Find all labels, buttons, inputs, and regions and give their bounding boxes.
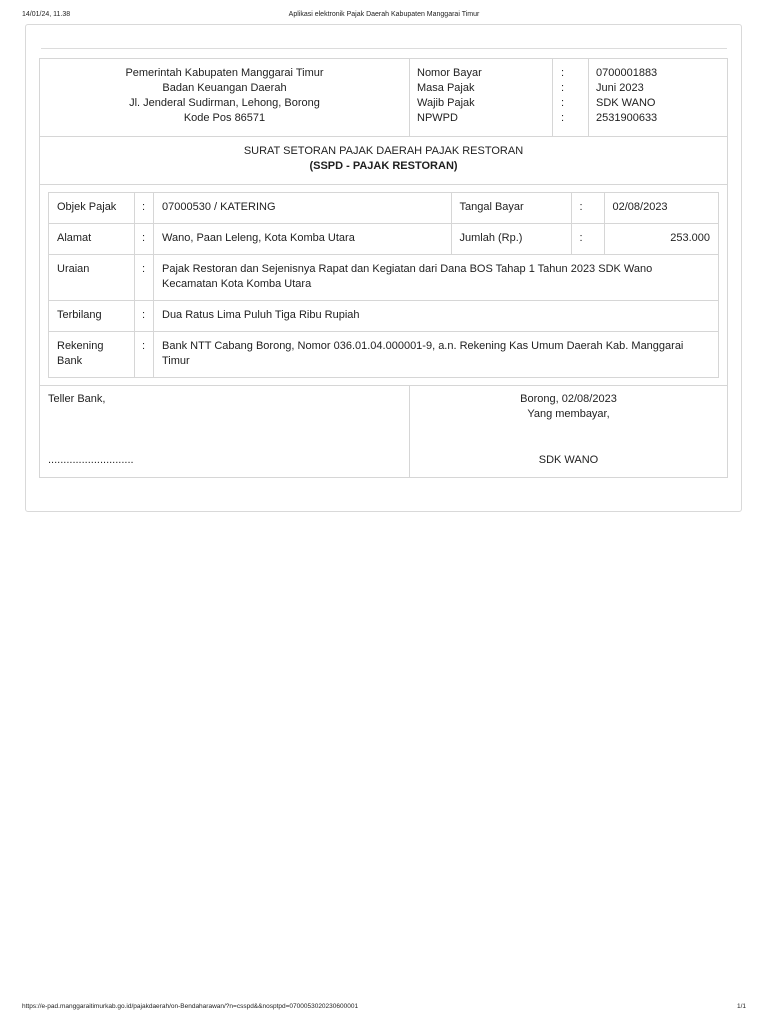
details-table <box>48 192 719 378</box>
street-address: Jl. Jenderal Sudirman, Lehong, Borong <box>129 97 320 109</box>
alamat-label: Alamat <box>49 224 135 255</box>
rekening-bank-value: Bank NTT Cabang Borong, Nomor 036.01.04.000001-9, a.n. Rekening Kas Umum Daerah Kab. Manggarai Timur <box>154 332 719 378</box>
uraian-label: Uraian <box>49 255 135 301</box>
gov-name: Pemerintah Kabupaten Manggarai Timur <box>125 67 324 79</box>
uraian-value: Pajak Restoran dan Sejenisnya Rapat dan Kegiatan dari Dana BOS Tahap 1 Tahun 2023 SDK Wano Kecamatan Kota Komba Utara <box>154 255 719 301</box>
table-row <box>49 193 719 224</box>
meta-value-masa-pajak: Juni 2023 <box>596 82 644 94</box>
teller-signature <box>40 386 410 477</box>
tanggal-bayar-value: 02/08/2023 <box>604 193 719 224</box>
objek-pajak-label: Objek Pajak <box>49 193 135 224</box>
separator: : <box>135 332 154 378</box>
table-row <box>49 301 719 332</box>
meta-sep: : <box>561 97 565 109</box>
separator: : <box>135 301 154 332</box>
teller-label: Teller Bank, <box>48 393 106 405</box>
separator: : <box>135 255 154 301</box>
objek-pajak-value: 07000530 / KATERING <box>154 193 452 224</box>
payer-label: Yang membayar, <box>527 408 610 420</box>
terbilang-value: Dua Ratus Lima Puluh Tiga Ribu Rupiah <box>154 301 719 332</box>
tanggal-bayar-label: Tangal Bayar <box>451 193 571 224</box>
payer-name: SDK WANO <box>538 454 599 466</box>
jumlah-label: Jumlah (Rp.) <box>451 224 571 255</box>
print-timestamp: 14/01/24, 11.38 <box>22 11 71 18</box>
details-section <box>40 185 727 386</box>
place-date: Borong, 02/08/2023 <box>520 393 617 405</box>
print-header <box>22 11 746 21</box>
payer-signature <box>410 386 727 477</box>
meta-sep: : <box>561 82 565 94</box>
title-line: SURAT SETORAN PAJAK DAERAH PAJAK RESTORAN <box>243 145 524 157</box>
meta-values <box>589 59 727 136</box>
alamat-value: Wano, Paan Leleng, Kota Komba Utara <box>154 224 452 255</box>
print-footer <box>22 1003 746 1013</box>
table-row <box>49 332 719 378</box>
meta-value-npwpd: 2531900633 <box>596 112 658 124</box>
payment-meta <box>410 59 727 136</box>
separator: : <box>571 224 604 255</box>
document-header <box>40 59 727 137</box>
sspd-document <box>39 58 728 478</box>
meta-value-nomor-bayar: 0700001883 <box>596 67 658 79</box>
teller-signature-line: ............................ <box>48 454 134 466</box>
title-subtitle: (SSPD - PAJAK RESTORAN) <box>309 160 458 172</box>
separator: : <box>135 193 154 224</box>
rekening-bank-label: Rekening Bank <box>49 332 135 378</box>
postal-code: Kode Pos 86571 <box>183 112 266 124</box>
document-title <box>40 137 727 185</box>
agency-name: Badan Keuangan Daerah <box>162 82 287 94</box>
meta-sep: : <box>561 67 565 79</box>
divider <box>41 48 727 49</box>
page-number: 1/1 <box>736 1003 746 1010</box>
separator: : <box>135 224 154 255</box>
meta-value-wajib-pajak: SDK WANO <box>596 97 656 109</box>
table-row <box>49 255 719 301</box>
jumlah-value: 253.000 <box>604 224 719 255</box>
meta-label-masa-pajak: Masa Pajak <box>417 82 475 94</box>
meta-label-npwpd: NPWPD <box>417 112 458 124</box>
meta-labels <box>410 59 553 136</box>
table-row <box>49 224 719 255</box>
meta-sep: : <box>561 112 565 124</box>
signature-section <box>40 386 727 477</box>
print-url: https://e-pad.manggaraitimurkab.go.id/pajakdaerah/on-Bendaharawan/?n=csspd&&nosptpd=0700053020230600001 <box>22 1003 359 1010</box>
print-page-title: Aplikasi elektronik Pajak Daerah Kabupaten Manggarai Timur <box>288 11 480 18</box>
terbilang-label: Terbilang <box>49 301 135 332</box>
meta-label-wajib-pajak: Wajib Pajak <box>417 97 475 109</box>
meta-label-nomor-bayar: Nomor Bayar <box>417 67 482 79</box>
government-address <box>40 59 410 136</box>
meta-separators <box>553 59 589 136</box>
separator: : <box>571 193 604 224</box>
